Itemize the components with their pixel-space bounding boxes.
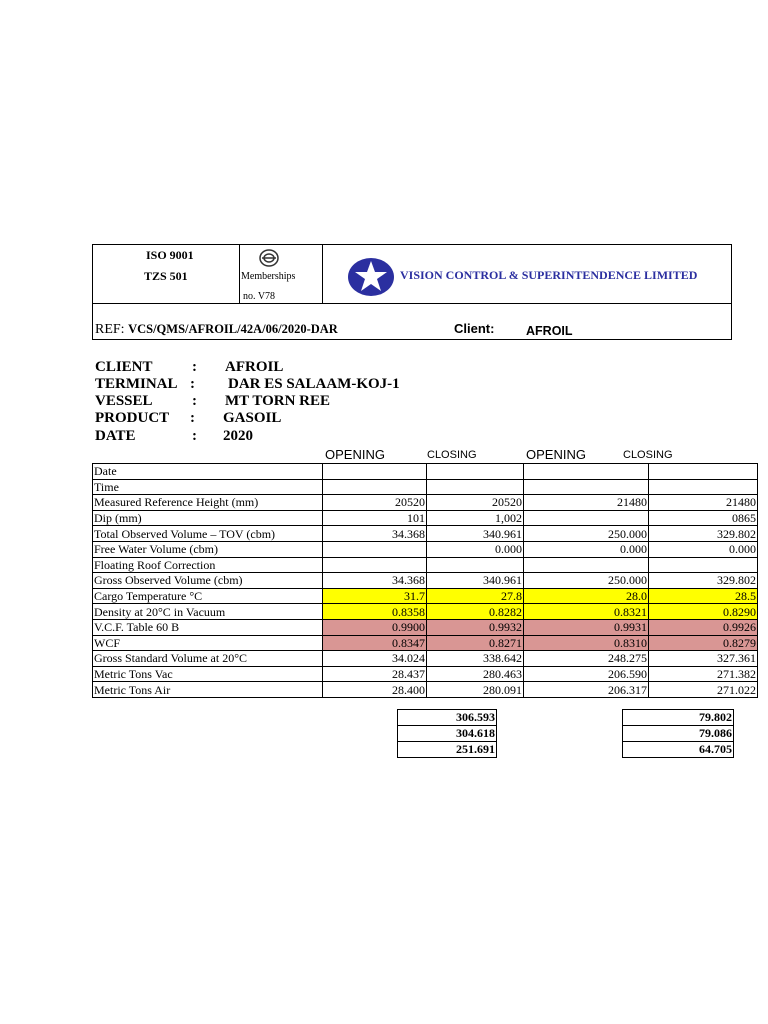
- value-cell: [649, 557, 758, 573]
- value-cell: 20520: [323, 495, 427, 511]
- value-cell: [427, 479, 524, 495]
- value-cell: 0.9926: [649, 619, 758, 635]
- row-label: Metric Tons Air: [93, 682, 323, 698]
- company-name: VISION CONTROL & SUPERINTENDENCE LIMITED: [400, 268, 698, 282]
- total-cell: 251.691: [398, 742, 497, 758]
- value-cell: [524, 557, 649, 573]
- ref-value: VCS/QMS/AFROIL/42A/06/2020-DAR: [128, 322, 338, 336]
- column-header: OPENING: [325, 447, 385, 462]
- value-cell: 0.000: [427, 541, 524, 557]
- info-sep: :: [192, 359, 197, 375]
- value-cell: 0865: [649, 510, 758, 526]
- row-label: V.C.F. Table 60 B: [93, 619, 323, 635]
- value-cell: [649, 464, 758, 480]
- table-row: [93, 541, 758, 557]
- value-cell: 34.368: [323, 573, 427, 589]
- value-cell: 329.802: [649, 573, 758, 589]
- company-star-logo-icon: [347, 257, 395, 297]
- value-cell: 327.361: [649, 651, 758, 667]
- info-value: MT TORN REE: [225, 393, 331, 409]
- value-cell: [323, 541, 427, 557]
- row-label: Metric Tons Vac: [93, 666, 323, 682]
- table-row: [93, 510, 758, 526]
- table-row: [93, 651, 758, 667]
- value-cell: [323, 464, 427, 480]
- info-sep: :: [190, 376, 195, 392]
- memberships-label: Memberships: [241, 271, 296, 282]
- table-row: [93, 557, 758, 573]
- reference-line: [95, 322, 338, 338]
- row-label: Cargo Temperature °C: [93, 588, 323, 604]
- row-label: Time: [93, 479, 323, 495]
- value-cell: 250.000: [524, 526, 649, 542]
- row-label: Floating Roof Correction: [93, 557, 323, 573]
- tzs-label: TZS 501: [144, 269, 188, 283]
- info-value: GASOIL: [223, 410, 282, 426]
- value-cell: 0.8310: [524, 635, 649, 651]
- value-cell: 1,002: [427, 510, 524, 526]
- total-cell: 304.618: [398, 726, 497, 742]
- column-header: OPENING: [526, 447, 586, 462]
- value-cell: 0.9932: [427, 619, 524, 635]
- column-header: CLOSING: [427, 449, 477, 461]
- value-cell: 338.642: [427, 651, 524, 667]
- table-row: [93, 573, 758, 589]
- table-row: [93, 588, 758, 604]
- ref-label: REF:: [95, 322, 125, 337]
- value-cell: 280.463: [427, 666, 524, 682]
- value-cell: 0.000: [649, 541, 758, 557]
- value-cell: 271.022: [649, 682, 758, 698]
- value-cell: 0.8358: [323, 604, 427, 620]
- value-cell: [649, 479, 758, 495]
- info-label: TERMINAL: [95, 376, 178, 392]
- total-cell: 64.705: [623, 742, 734, 758]
- client-header-label: Client:: [454, 321, 495, 336]
- table-row: [93, 495, 758, 511]
- total-cell: 306.593: [398, 710, 497, 726]
- value-cell: 34.024: [323, 651, 427, 667]
- header-divider: [239, 244, 240, 304]
- value-cell: [427, 464, 524, 480]
- value-cell: 28.5: [649, 588, 758, 604]
- membership-number: no. V78: [243, 291, 276, 302]
- value-cell: 21480: [524, 495, 649, 511]
- header-divider: [322, 244, 323, 304]
- value-cell: [323, 557, 427, 573]
- value-cell: 0.8290: [649, 604, 758, 620]
- info-label: PRODUCT: [95, 410, 170, 426]
- column-header: CLOSING: [623, 449, 673, 461]
- value-cell: 280.091: [427, 682, 524, 698]
- total-cell: 79.802: [623, 710, 734, 726]
- value-cell: 0.8279: [649, 635, 758, 651]
- row-label: Gross Observed Volume (cbm): [93, 573, 323, 589]
- value-cell: 0.8347: [323, 635, 427, 651]
- value-cell: 28.0: [524, 588, 649, 604]
- value-cell: 28.437: [323, 666, 427, 682]
- value-cell: 271.382: [649, 666, 758, 682]
- value-cell: 27.8: [427, 588, 524, 604]
- value-cell: [524, 510, 649, 526]
- table-row: [93, 682, 758, 698]
- value-cell: [323, 479, 427, 495]
- value-cell: 0.9931: [524, 619, 649, 635]
- value-cell: 0.8282: [427, 604, 524, 620]
- info-label: VESSEL: [95, 393, 153, 409]
- value-cell: 329.802: [649, 526, 758, 542]
- row-label: Total Observed Volume – TOV (cbm): [93, 526, 323, 542]
- row-label: Date: [93, 464, 323, 480]
- value-cell: [524, 479, 649, 495]
- value-cell: 0.000: [524, 541, 649, 557]
- value-cell: 248.275: [524, 651, 649, 667]
- info-value: 2020: [223, 428, 253, 444]
- value-cell: 0.8271: [427, 635, 524, 651]
- row-label: Free Water Volume (cbm): [93, 541, 323, 557]
- info-sep: :: [190, 410, 195, 426]
- value-cell: 206.590: [524, 666, 649, 682]
- total-cell: 79.086: [623, 726, 734, 742]
- row-label: Dip (mm): [93, 510, 323, 526]
- value-cell: 31.7: [323, 588, 427, 604]
- header-divider: [92, 303, 732, 304]
- value-cell: 0.9900: [323, 619, 427, 635]
- row-label: Gross Standard Volume at 20°C: [93, 651, 323, 667]
- table-row: [93, 526, 758, 542]
- info-value: DAR ES SALAAM-KOJ-1: [228, 376, 400, 392]
- totals-left-table: [397, 709, 497, 758]
- table-row: [93, 479, 758, 495]
- row-label: Density at 20°C in Vacuum: [93, 604, 323, 620]
- measurement-table: [92, 463, 758, 698]
- value-cell: 101: [323, 510, 427, 526]
- value-cell: [524, 464, 649, 480]
- row-label: WCF: [93, 635, 323, 651]
- value-cell: 21480: [649, 495, 758, 511]
- table-row: [93, 464, 758, 480]
- value-cell: 340.961: [427, 526, 524, 542]
- value-cell: 0.8321: [524, 604, 649, 620]
- membership-logo-icon: [258, 249, 280, 267]
- table-row: [93, 666, 758, 682]
- info-label: DATE: [95, 428, 136, 444]
- value-cell: 34.368: [323, 526, 427, 542]
- info-sep: :: [192, 393, 197, 409]
- value-cell: 28.400: [323, 682, 427, 698]
- info-sep: :: [192, 428, 197, 444]
- value-cell: 206.317: [524, 682, 649, 698]
- totals-right-table: [622, 709, 734, 758]
- info-value: AFROIL: [225, 359, 284, 375]
- value-cell: 340.961: [427, 573, 524, 589]
- value-cell: 20520: [427, 495, 524, 511]
- client-header-value: AFROIL: [526, 324, 573, 338]
- value-cell: 250.000: [524, 573, 649, 589]
- row-label: Measured Reference Height (mm): [93, 495, 323, 511]
- info-label: CLIENT: [95, 359, 153, 375]
- table-row: [93, 604, 758, 620]
- iso-label: ISO 9001: [146, 248, 194, 262]
- table-row: [93, 635, 758, 651]
- table-row: [93, 619, 758, 635]
- value-cell: [427, 557, 524, 573]
